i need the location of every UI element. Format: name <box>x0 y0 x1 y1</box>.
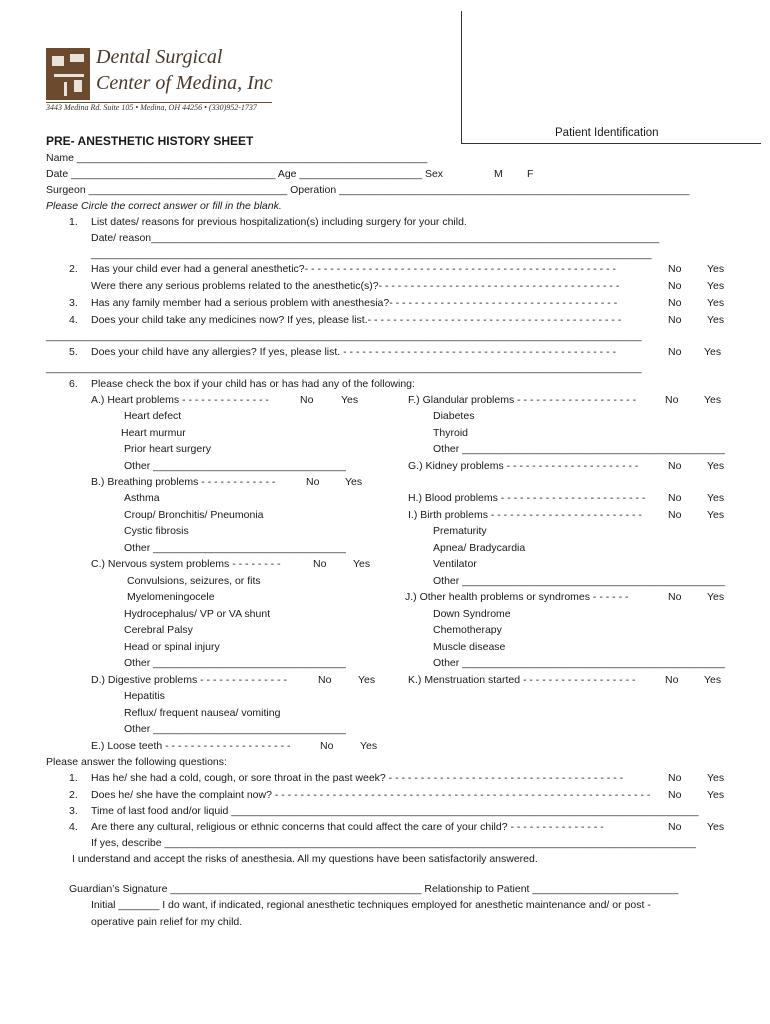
signature-line[interactable]: Guardian’s Signature ___________________________________________ Relationship to Patient _________________________ <box>69 883 679 895</box>
q6-g-label: G.) Kidney problems - - - - - - - - - - - - - - - - - - - - - <box>408 460 639 472</box>
q6-k-yes[interactable]: Yes <box>704 674 722 686</box>
q6-b-yes[interactable]: Yes <box>345 476 363 488</box>
q6-d-no[interactable]: No <box>318 674 332 686</box>
q6-i-label: I.) Birth problems - - - - - - - - - - - - - - - - - - - - - - - - <box>408 509 642 521</box>
q6-j-other[interactable]: Other _____________________________________________ <box>433 657 725 669</box>
q6-b-item[interactable]: Cystic fibrosis <box>124 525 189 537</box>
q6-b-item[interactable]: Croup/ Bronchitis/ Pneumonia <box>124 509 264 521</box>
following-q1-number: 1. <box>69 772 78 784</box>
q6-c-no[interactable]: No <box>313 558 327 570</box>
q6-g-yes[interactable]: Yes <box>707 460 725 472</box>
following-q4-no[interactable]: No <box>668 821 682 833</box>
following-q2-yes[interactable]: Yes <box>707 789 725 801</box>
q6-c-yes[interactable]: Yes <box>353 558 371 570</box>
following-q4-number: 4. <box>69 821 78 833</box>
q1-text: List dates/ reasons for previous hospitalization(s) including surgery for your child. <box>91 216 467 228</box>
q6-j-no[interactable]: No <box>668 591 682 603</box>
q6-c-item[interactable]: Convulsions, seizures, or fits <box>127 575 261 587</box>
q6-c-label: C.) Nervous system problems - - - - - - - - <box>91 558 281 570</box>
q6-h-yes[interactable]: Yes <box>707 492 725 504</box>
patient-id-label: Patient Identification <box>555 127 659 139</box>
following-q3-text[interactable]: Time of last food and/or liquid ________________________________________________________________________________ <box>91 805 699 817</box>
q2-sub-text: Were there any serious problems related to the anesthetic(s)?- - - - - - - - - - - - - - - - - - - - - - - - - - - - - - - - - - - - - - <box>91 280 620 292</box>
q6-i-yes[interactable]: Yes <box>707 509 725 521</box>
date-age-sex-field[interactable]: Date ___________________________________ Age _____________________ Sex <box>46 168 444 180</box>
following-q1-no[interactable]: No <box>668 772 682 784</box>
q6-j-item[interactable]: Down Syndrome <box>433 608 511 620</box>
q6-i-item[interactable]: Ventilator <box>433 558 477 570</box>
q4-list-line[interactable]: ______________________________________________________________________________________________________ <box>46 330 642 342</box>
q6-a-item[interactable]: Heart defect <box>124 410 182 422</box>
patient-id-border-left <box>461 11 462 144</box>
following-q1-yes[interactable]: Yes <box>707 772 725 784</box>
q6-a-no[interactable]: No <box>300 394 314 406</box>
q6-c-item[interactable]: Head or spinal injury <box>124 641 220 653</box>
q6-j-item[interactable]: Muscle disease <box>433 641 506 653</box>
q6-f-item[interactable]: Diabetes <box>433 410 475 422</box>
following-q4-yes[interactable]: Yes <box>707 821 725 833</box>
following-q2-no[interactable]: No <box>668 789 682 801</box>
q4-yes[interactable]: Yes <box>707 314 725 326</box>
q6-a-item[interactable]: Prior heart surgery <box>124 443 211 455</box>
q1-number: 1. <box>69 216 78 228</box>
following-q2-text: Does he/ she have the complaint now? - - - - - - - - - - - - - - - - - - - - - - - - - - - - - - - - - - - - - - - - - - - - - - - - - - - - - - - - - - - <box>91 789 651 801</box>
q6-c-item[interactable]: Cerebral Palsy <box>124 624 193 636</box>
q6-j-yes[interactable]: Yes <box>707 591 725 603</box>
q6-c-item[interactable]: Hydrocephalus/ VP or VA shunt <box>124 608 271 620</box>
q6-c-other[interactable]: Other _________________________________ <box>124 657 346 669</box>
q6-d-other[interactable]: Other _________________________________ <box>124 723 346 735</box>
q5-text: Does your child have any allergies? If yes, please list. - - - - - - - - - - - - - - - - - - - - - - - - - - - - - - - - - - - - - - - - - - - <box>91 346 617 358</box>
following-q2-number: 2. <box>69 789 78 801</box>
q6-j-label: J.) Other health problems or syndromes - - - - - - <box>405 591 629 603</box>
initial-line[interactable]: Initial _______ I do want, if indicated, regional anesthetic techniques employed for anesthetic maintenance and/ or post - <box>91 899 651 911</box>
q2-yes[interactable]: Yes <box>707 263 725 275</box>
q2-no[interactable]: No <box>668 263 682 275</box>
following-header: Please answer the following questions: <box>46 756 227 768</box>
q6-i-no[interactable]: No <box>668 509 682 521</box>
q6-i-item[interactable]: Prematurity <box>433 525 487 537</box>
following-q1-text: Has he/ she had a cold, cough, or sore throat in the past week? - - - - - - - - - - - - - - - - - - - - - - - - - - - - - - - - - - - - - <box>91 772 624 784</box>
patient-id-border-bottom <box>461 143 761 144</box>
q6-i-item[interactable]: Apnea/ Bradycardia <box>433 542 526 554</box>
q6-i-other[interactable]: Other _____________________________________________ <box>433 575 725 587</box>
q6-f-label: F.) Glandular problems - - - - - - - - - - - - - - - - - - - <box>408 394 637 406</box>
q6-d-item[interactable]: Hepatitis <box>124 690 165 702</box>
consent-statement: I understand and accept the risks of anesthesia. All my questions have been satisfactorily answered. <box>72 853 538 865</box>
q6-j-item[interactable]: Chemotherapy <box>433 624 502 636</box>
sex-m-option[interactable]: M <box>494 168 503 180</box>
q1-extra-line[interactable]: ________________________________________________________________________________________________ <box>91 248 652 260</box>
q6-e-yes[interactable]: Yes <box>360 740 378 752</box>
q6-a-item[interactable]: Heart murmur <box>121 427 186 439</box>
q6-b-item[interactable]: Asthma <box>124 492 160 504</box>
q6-b-label: B.) Breathing problems - - - - - - - - - - - - <box>91 476 276 488</box>
logo-mark <box>46 48 90 100</box>
q5-number: 5. <box>69 346 78 358</box>
q4-number: 4. <box>69 314 78 326</box>
q6-f-no[interactable]: No <box>665 394 679 406</box>
q6-text: Please check the box if your child has or has had any of the following: <box>91 378 415 390</box>
q6-d-label: D.) Digestive problems - - - - - - - - - - - - - - <box>91 674 287 686</box>
following-q3-number: 3. <box>69 805 78 817</box>
q6-b-other[interactable]: Other _________________________________ <box>124 542 346 554</box>
q3-number: 3. <box>69 297 78 309</box>
q4-no[interactable]: No <box>668 314 682 326</box>
q3-yes[interactable]: Yes <box>707 297 725 309</box>
q2-text: Has your child ever had a general anesthetic?- - - - - - - - - - - - - - - - - - - - - - - - - - - - - - - - - - - - - - - - - - - - - - - - - <box>91 263 616 275</box>
q3-text: Has any family member had a serious problem with anesthesia?- - - - - - - - - - - - - - - - - - - - - - - - - - - - - - - - - - - - <box>91 297 618 309</box>
q6-b-no[interactable]: No <box>306 476 320 488</box>
q6-a-yes[interactable]: Yes <box>341 394 359 406</box>
surgeon-operation-field[interactable]: Surgeon __________________________________ Operation ____________________________________________________________ <box>46 184 690 196</box>
q6-number: 6. <box>69 378 78 390</box>
q6-f-yes[interactable]: Yes <box>704 394 722 406</box>
following-q4-text: Are there any cultural, religious or ethnic concerns that could affect the care of your child? - - - - - - - - - - - - - - - <box>91 821 604 833</box>
q6-a-other[interactable]: Other _________________________________ <box>124 460 346 472</box>
q6-d-yes[interactable]: Yes <box>358 674 376 686</box>
q6-e-label: E.) Loose teeth - - - - - - - - - - - - - - - - - - - - <box>91 740 291 752</box>
q6-f-other[interactable]: Other _____________________________________________ <box>433 443 725 455</box>
q6-a-label: A.) Heart problems - - - - - - - - - - - - - - <box>91 394 269 406</box>
following-q4-describe[interactable]: If yes, describe ___________________________________________________________________________________________ <box>91 837 696 849</box>
logo-line2: Center of Medina, Inc <box>96 72 273 94</box>
q6-k-label: K.) Menstruation started - - - - - - - - - - - - - - - - - - <box>408 674 636 686</box>
q1-date-reason-line[interactable]: Date/ reason_______________________________________________________________________________________ <box>91 232 660 244</box>
q2-sub-yes[interactable]: Yes <box>707 280 725 292</box>
q5-yes[interactable]: Yes <box>704 346 722 358</box>
q3-no[interactable]: No <box>668 297 682 309</box>
instruction: Please Circle the correct answer or fill in the blank. <box>46 200 282 212</box>
logo-line1: Dental Surgical <box>96 46 223 68</box>
sex-f-option[interactable]: F <box>527 168 534 180</box>
q2-number: 2. <box>69 263 78 275</box>
q6-d-item[interactable]: Reflux/ frequent nausea/ vomiting <box>124 707 281 719</box>
q4-text: Does your child take any medicines now? If yes, please list.- - - - - - - - - - - - - - - - - - - - - - - - - - - - - - - - - - - - - - - - <box>91 314 622 326</box>
q6-h-no[interactable]: No <box>668 492 682 504</box>
initial-line-continued: operative pain relief for my child. <box>91 916 243 928</box>
q6-c-item[interactable]: Myelomeningocele <box>127 591 215 603</box>
q2-sub-no[interactable]: No <box>668 280 682 292</box>
q6-g-no[interactable]: No <box>668 460 682 472</box>
q5-no[interactable]: No <box>668 346 682 358</box>
name-field[interactable]: Name ____________________________________________________________ <box>46 152 428 164</box>
q6-f-item[interactable]: Thyroid <box>433 427 469 439</box>
q6-k-no[interactable]: No <box>665 674 679 686</box>
q6-e-no[interactable]: No <box>320 740 334 752</box>
page-title: PRE- ANESTHETIC HISTORY SHEET <box>46 134 254 148</box>
q6-h-label: H.) Blood problems - - - - - - - - - - - - - - - - - - - - - - - <box>408 492 646 504</box>
q5-list-line[interactable]: ______________________________________________________________________________________________________ <box>46 362 642 374</box>
logo-address: 3443 Medina Rd. Suite 105 • Medina, OH 44256 • (330)952-1737 <box>46 103 257 112</box>
